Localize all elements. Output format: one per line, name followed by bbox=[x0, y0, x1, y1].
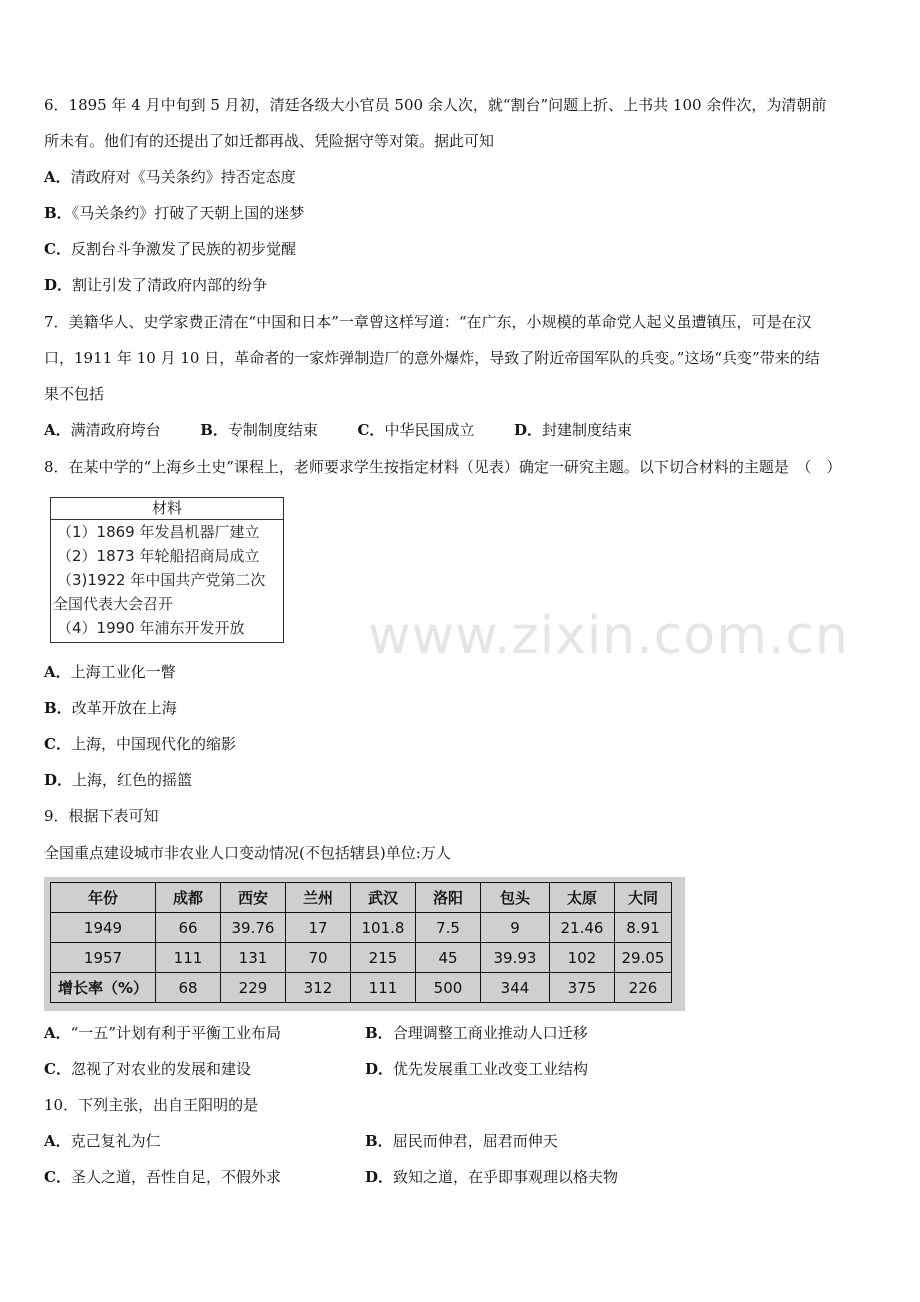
q7-stem-line3: 果不包括 bbox=[44, 385, 105, 403]
q9-option-c bbox=[44, 1058, 251, 1080]
option-letter: A． bbox=[44, 421, 71, 439]
option-letter: B． bbox=[365, 1132, 393, 1150]
table-cell: 131 bbox=[221, 943, 286, 973]
option-letter: B． bbox=[200, 421, 228, 439]
table-header-cell: 兰州 bbox=[286, 883, 351, 913]
q6-option-b bbox=[44, 202, 304, 224]
materials-item: （4）1990 年浦东开发开放 bbox=[57, 619, 245, 637]
table-cell: 111 bbox=[156, 943, 221, 973]
table-cell: 29.05 bbox=[615, 943, 672, 973]
option-text: 克己复礼为仁 bbox=[70, 1132, 161, 1150]
table-cell: 229 bbox=[221, 973, 286, 1003]
table-cell: 500 bbox=[416, 973, 481, 1003]
option-text: 忽视了对农业的发展和建设 bbox=[70, 1060, 251, 1078]
option-letter: C． bbox=[44, 735, 71, 753]
materials-header: 材料 bbox=[51, 498, 283, 520]
table-cell: 102 bbox=[550, 943, 615, 973]
option-text: 上海，中国现代化的缩影 bbox=[70, 735, 236, 753]
q6-stem-line1: 6．1895 年 4 月中旬到 5 月初，清廷各级大小官员 500 余人次，就“割台”问题上折、上书共 100 余件次，为清朝前 bbox=[44, 96, 827, 114]
option-letter: A． bbox=[44, 168, 71, 186]
table-cell: 215 bbox=[351, 943, 416, 973]
q7-options-row bbox=[44, 419, 632, 441]
table-header-cell: 洛阳 bbox=[416, 883, 481, 913]
option-letter: C． bbox=[44, 1168, 71, 1186]
option-letter: A． bbox=[44, 1024, 71, 1042]
option-text: 满清政府垮台 bbox=[70, 421, 161, 439]
q10-option-d bbox=[365, 1166, 618, 1188]
option-text: 改革开放在上海 bbox=[71, 699, 177, 717]
option-letter: B． bbox=[365, 1024, 393, 1042]
table-header-cell: 包头 bbox=[481, 883, 550, 913]
option-text: 圣人之道，吾性自足，不假外求 bbox=[70, 1168, 281, 1186]
option-text: 优先发展重工业改变工业结构 bbox=[393, 1060, 589, 1078]
table-cell: 70 bbox=[286, 943, 351, 973]
watermark: www.zixin.com.cn bbox=[368, 606, 849, 666]
table-cell: 45 bbox=[416, 943, 481, 973]
table-header-cell: 太原 bbox=[550, 883, 615, 913]
table-header-cell: 成都 bbox=[156, 883, 221, 913]
option-text: 上海，红色的摇篮 bbox=[72, 771, 193, 789]
q7-stem-line2: 口，1911 年 10 月 10 日，革命者的一家炸弹制造厂的意外爆炸，导致了附近帝国军队的兵变。”这场“兵变”带来的结 bbox=[44, 349, 820, 367]
materials-item: 全国代表大会召开 bbox=[53, 595, 174, 613]
q6-stem-line2: 所未有。他们有的还提出了如迁都再战、凭险据守等对策。据此可知 bbox=[44, 132, 495, 150]
table-header-cell: 年份 bbox=[51, 883, 156, 913]
q9-stem: 9．根据下表可知 bbox=[44, 807, 159, 825]
table-cell: 66 bbox=[156, 913, 221, 943]
table-row bbox=[51, 973, 672, 1003]
option-text: 《马关条约》打破了天朝上国的迷梦 bbox=[71, 204, 305, 222]
q6-option-a bbox=[44, 166, 296, 188]
table-row bbox=[51, 943, 672, 973]
q9-option-d bbox=[365, 1058, 588, 1080]
table-cell: 226 bbox=[615, 973, 672, 1003]
option-letter: A． bbox=[44, 1132, 71, 1150]
q8-option-c bbox=[44, 733, 236, 755]
q10-option-a bbox=[44, 1130, 161, 1152]
table-cell: 7.5 bbox=[416, 913, 481, 943]
option-text: 合理调整工商业推动人口迁移 bbox=[392, 1024, 588, 1042]
table-cell: 17 bbox=[286, 913, 351, 943]
materials-table bbox=[50, 497, 284, 643]
q10-option-c bbox=[44, 1166, 281, 1188]
q6-option-c bbox=[44, 238, 296, 260]
option-text: 中华民国成立 bbox=[384, 421, 475, 439]
option-text: 屈民而伸君，屈君而伸天 bbox=[392, 1132, 558, 1150]
materials-item: （2）1873 年轮船招商局成立 bbox=[57, 547, 260, 565]
table-cell: 1957 bbox=[51, 943, 156, 973]
table-row bbox=[51, 913, 672, 943]
table-cell: 39.76 bbox=[221, 913, 286, 943]
option-text: 割让引发了清政府内部的纷争 bbox=[72, 276, 268, 294]
q9-option-b bbox=[365, 1022, 588, 1044]
table-header-cell: 武汉 bbox=[351, 883, 416, 913]
option-text: 上海工业化一瞥 bbox=[70, 663, 176, 681]
table-header-cell: 大同 bbox=[615, 883, 672, 913]
q7-stem-line1: 7．美籍华人、史学家费正清在“中国和日本”一章曾这样写道：“在广东，小规模的革命党人起义虽遭镇压，可是在汉 bbox=[44, 313, 812, 331]
q8-option-b bbox=[44, 697, 177, 719]
q10-stem: 10．下列主张，出自王阳明的是 bbox=[44, 1096, 259, 1114]
table-cell: 21.46 bbox=[550, 913, 615, 943]
table-header-row bbox=[51, 883, 672, 913]
table-header-cell: 西安 bbox=[221, 883, 286, 913]
option-letter: C． bbox=[357, 421, 385, 439]
option-text: 清政府对《马关条约》持否定态度 bbox=[70, 168, 296, 186]
population-table bbox=[44, 877, 685, 1011]
option-letter: C． bbox=[44, 240, 71, 258]
q10-option-b bbox=[365, 1130, 558, 1152]
table-cell: 增长率（%） bbox=[51, 973, 156, 1003]
table-cell: 312 bbox=[286, 973, 351, 1003]
table-cell: 1949 bbox=[51, 913, 156, 943]
q8-stem: 8．在某中学的“上海乡土史”课程上，老师要求学生按指定材料（见表）确定一研究主题。以下切合材料的主题是 （ ） bbox=[44, 458, 842, 476]
table-cell: 375 bbox=[550, 973, 615, 1003]
option-letter: D． bbox=[365, 1168, 394, 1186]
q9-option-a bbox=[44, 1022, 281, 1044]
option-letter: D． bbox=[365, 1060, 394, 1078]
table-cell: 101.8 bbox=[351, 913, 416, 943]
option-text: “一五”计划有利于平衡工业布局 bbox=[70, 1024, 281, 1042]
option-letter: A． bbox=[44, 663, 71, 681]
table-cell: 68 bbox=[156, 973, 221, 1003]
option-text: 封建制度结束 bbox=[542, 421, 633, 439]
option-letter: D． bbox=[44, 276, 73, 294]
option-text: 反割台斗争激发了民族的初步觉醒 bbox=[70, 240, 296, 258]
q6-option-d bbox=[44, 274, 267, 296]
table-cell: 39.93 bbox=[481, 943, 550, 973]
option-text: 专制制度结束 bbox=[227, 421, 318, 439]
table-cell: 344 bbox=[481, 973, 550, 1003]
option-text: 致知之道，在乎即事观理以格夫物 bbox=[393, 1168, 619, 1186]
option-letter: D． bbox=[44, 771, 73, 789]
q8-option-a bbox=[44, 661, 176, 683]
table-cell: 8.91 bbox=[615, 913, 672, 943]
table-cell: 111 bbox=[351, 973, 416, 1003]
q9-table-caption: 全国重点建设城市非农业人口变动情况(不包括辖县)单位:万人 bbox=[44, 844, 451, 862]
materials-item: （3)1922 年中国共产党第二次 bbox=[57, 571, 266, 589]
option-letter: D． bbox=[514, 421, 543, 439]
q8-option-d bbox=[44, 769, 192, 791]
option-letter: C． bbox=[44, 1060, 71, 1078]
table-cell: 9 bbox=[481, 913, 550, 943]
option-letter: B． bbox=[44, 204, 72, 222]
option-letter: B． bbox=[44, 699, 72, 717]
materials-item: （1）1869 年发昌机器厂建立 bbox=[57, 523, 260, 541]
